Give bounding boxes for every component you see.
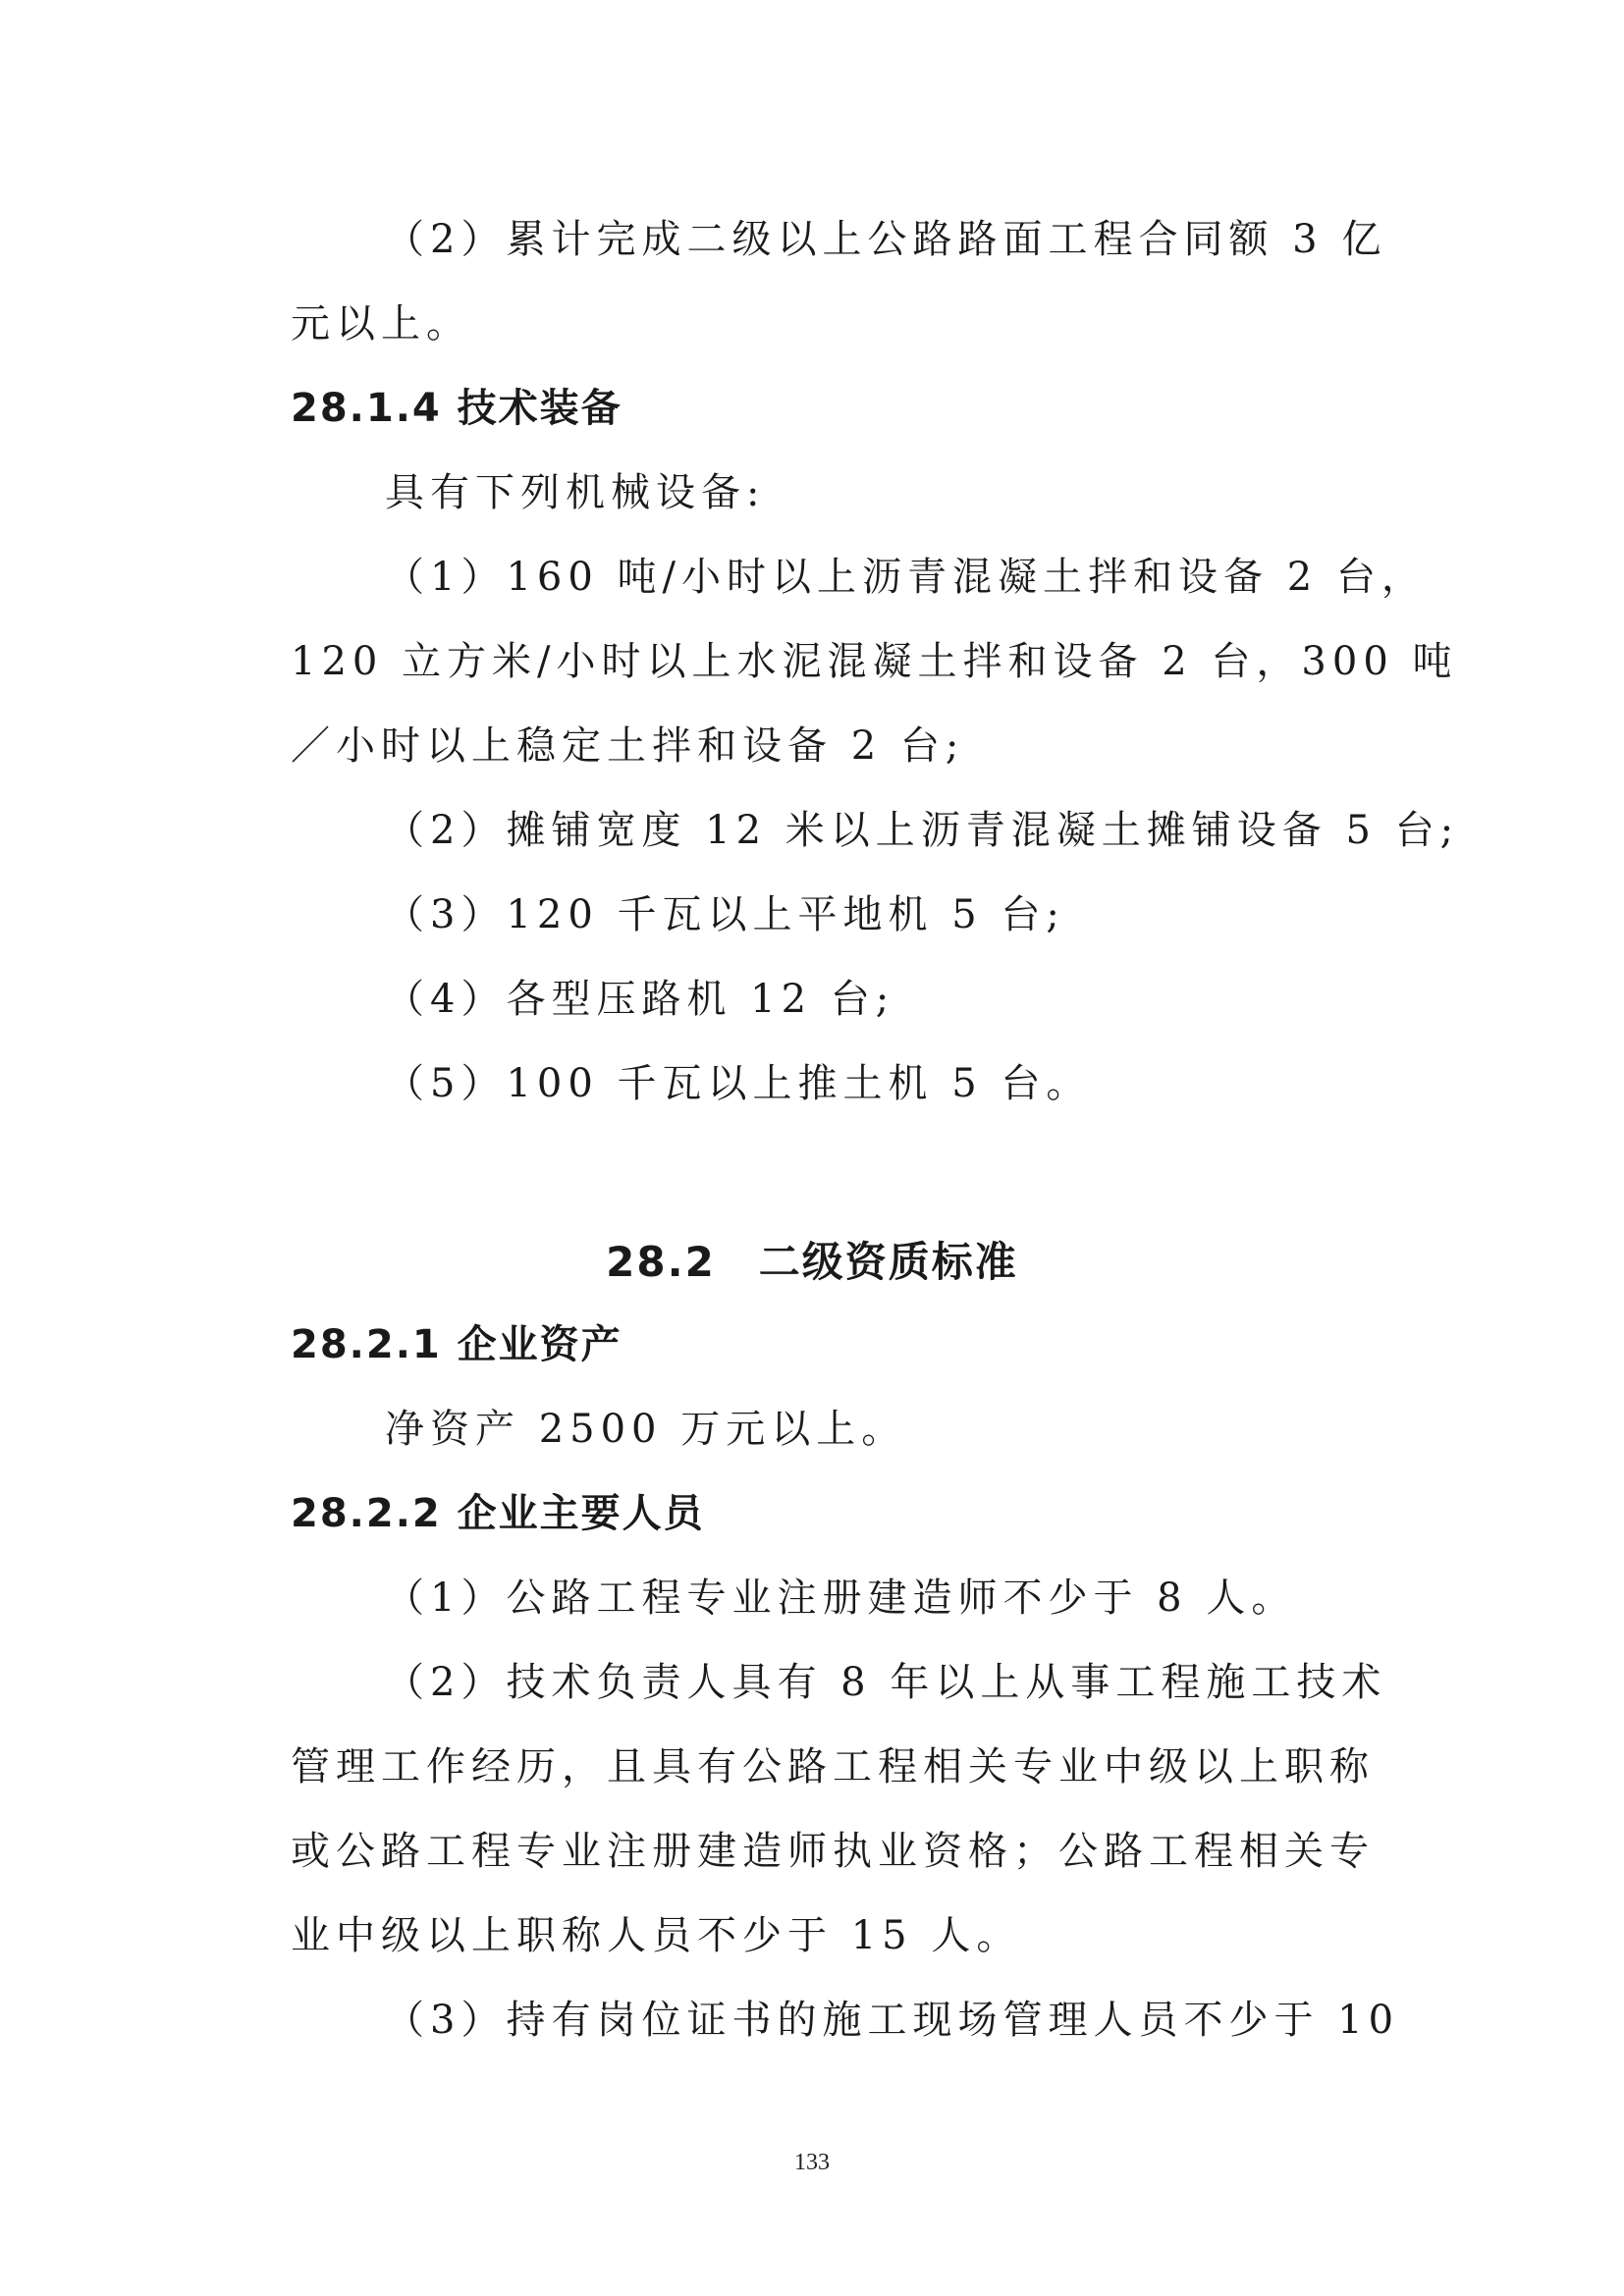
subsection-heading: 28.2.2 企业主要人员 bbox=[291, 1491, 705, 1536]
subsection-heading: 28.2.1 企业资产 bbox=[291, 1322, 623, 1367]
paragraph-line: ／小时以上稳定土拌和设备 2 台; bbox=[291, 723, 965, 769]
paragraph-line: （3）持有岗位证书的施工现场管理人员不少于 10 bbox=[385, 1998, 1400, 2043]
paragraph-line: 120 立方米/小时以上水泥混凝土拌和设备 2 台，300 吨 bbox=[291, 639, 1458, 684]
paragraph-line: 净资产 2500 万元以上。 bbox=[385, 1407, 907, 1452]
paragraph-line: （3）120 千瓦以上平地机 5 台; bbox=[385, 892, 1065, 937]
paragraph-line: （1）160 吨/小时以上沥青混凝土拌和设备 2 台， bbox=[385, 555, 1427, 600]
paragraph-line: （2）摊铺宽度 12 米以上沥青混凝土摊铺设备 5 台; bbox=[385, 808, 1460, 853]
paragraph-line: 元以上。 bbox=[291, 301, 471, 347]
paragraph-line: 或公路工程专业注册建造师执业资格；公路工程相关专 bbox=[291, 1829, 1375, 1874]
paragraph-line: （5）100 千瓦以上推土机 5 台。 bbox=[385, 1061, 1092, 1106]
paragraph-line: （2）技术负责人具有 8 年以上从事工程施工技术 bbox=[385, 1660, 1387, 1705]
paragraph-line: 业中级以上职称人员不少于 15 人。 bbox=[291, 1913, 1022, 1958]
paragraph-line: 管理工作经历，且具有公路工程相关专业中级以上职称 bbox=[291, 1744, 1375, 1789]
paragraph-line: 具有下列机械设备: bbox=[385, 470, 766, 515]
section-title: 28.2 二级资质标准 bbox=[606, 1238, 1018, 1286]
paragraph-line: （1）公路工程专业注册建造师不少于 8 人。 bbox=[385, 1575, 1297, 1621]
page-number: 133 bbox=[794, 2150, 830, 2175]
paragraph-line: （4）各型压路机 12 台; bbox=[385, 977, 895, 1022]
subsection-heading: 28.1.4 技术装备 bbox=[291, 386, 623, 431]
paragraph-line: （2）累计完成二级以上公路路面工程合同额 3 亿 bbox=[385, 217, 1387, 262]
